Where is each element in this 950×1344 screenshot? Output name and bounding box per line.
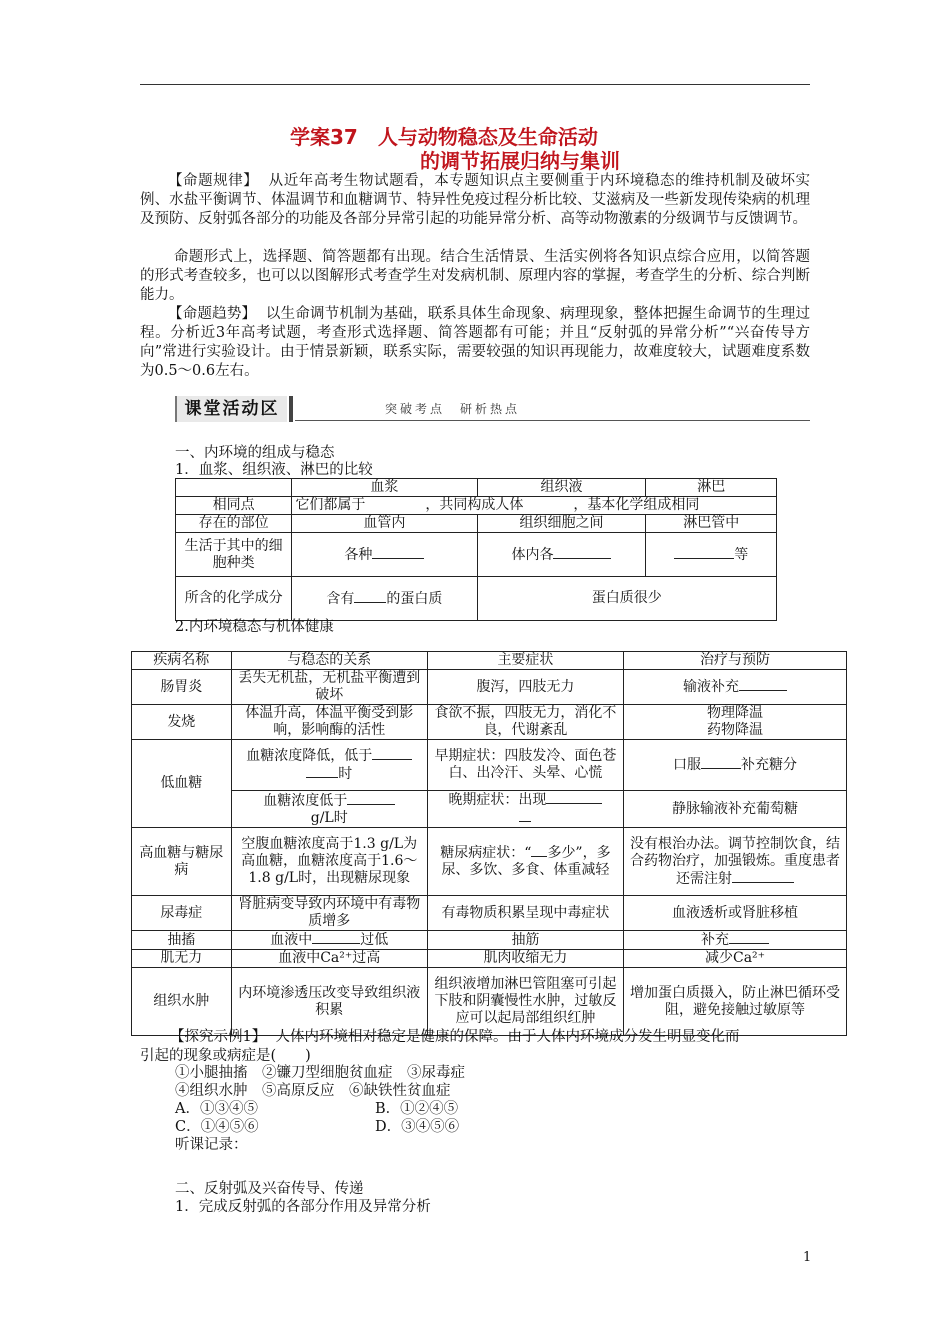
table-cell: 有毒物质积累呈现中毒症状 <box>427 896 623 931</box>
fill-text: ，基本化学组成相同 <box>573 497 700 513</box>
table-cell: 淋巴管中 <box>646 515 777 533</box>
table-cell <box>231 740 427 791</box>
table-cell: 蛋白质很少 <box>477 577 777 621</box>
blank <box>546 791 602 804</box>
blank <box>732 870 794 883</box>
table-cell <box>624 931 847 950</box>
banner-divider <box>289 396 293 422</box>
fill-text: 血糖浓度降低，低于 <box>246 748 373 764</box>
table-cell: 增加蛋白质摄入，防止淋巴循环受阻，避免接触过敏原等 <box>624 968 847 1036</box>
table-cell: 组织液增加淋巴管阻塞可引起下肢和阴囊慢性水肿，过敏反应可以起局部组织红肿 <box>427 968 623 1036</box>
table-cell: 发烧 <box>132 705 232 740</box>
table-cell: 疾病名称 <box>132 652 232 670</box>
table-cell: 血管内 <box>292 515 477 533</box>
table-cell <box>231 791 427 828</box>
blank <box>354 590 386 603</box>
fill-text: 物理降温 <box>707 705 764 721</box>
fill-text: 等 <box>734 546 749 563</box>
rule-label: 【命题规律】 <box>168 173 259 189</box>
table-cell: 主要症状 <box>427 652 623 670</box>
fill-text: 晚期症状：出现 <box>448 792 547 808</box>
fill-text: 它们都属于 <box>295 497 366 513</box>
table-row <box>132 652 847 670</box>
table-cell: 与稳态的关系 <box>231 652 427 670</box>
table-row <box>132 670 847 705</box>
fill-text: g/L时 <box>310 809 348 826</box>
fill-text: 多 <box>547 845 562 861</box>
table-cell: 存在的部位 <box>176 515 292 533</box>
example-options-1: ①小腿抽搐 ②镰刀型细胞贫血症 ③尿毒症 <box>175 1065 465 1081</box>
table-cell <box>292 533 477 577</box>
section1-sub1: 1．血浆、组织液、淋巴的比较 <box>175 462 373 478</box>
table-cell <box>624 740 847 791</box>
blank <box>701 756 741 769</box>
top-rule <box>140 84 810 85</box>
class-record: 听课记录： <box>175 1137 248 1153</box>
table-cell: 生活于其中的细胞种类 <box>176 533 292 577</box>
banner-subtitle: 突破考点 研析热点 <box>385 402 521 416</box>
fluid-comparison-table <box>175 478 777 621</box>
fill-text: 体内各 <box>511 546 554 563</box>
table-row <box>132 705 847 740</box>
title-line-1: 学案37 人与动物稳态及生命活动 <box>290 125 598 149</box>
example-label: 【探究示例1】 <box>170 1029 267 1045</box>
table-cell: 肠胃炎 <box>132 670 232 705</box>
table-cell <box>427 828 623 896</box>
page-number: 1 <box>803 1250 812 1265</box>
table-cell: 肾脏病变导致内环境中有毒物质增多 <box>231 896 427 931</box>
example-stem-text: 人体内环境相对稳定是健康的保障。由于人体内环境成分发生明显变化而 <box>275 1029 740 1045</box>
table-cell <box>427 791 623 828</box>
table-cell: 内环境渗透压改变导致组织液积累 <box>231 968 427 1036</box>
fill-text: 输液补充 <box>683 679 740 695</box>
table-cell: 治疗与预防 <box>624 652 847 670</box>
table-row <box>132 828 847 896</box>
blank <box>519 809 531 822</box>
fill-text: 过低 <box>360 932 389 948</box>
choice-c[interactable]: C．①④⑤⑥ <box>175 1119 259 1135</box>
table-row <box>132 740 847 791</box>
fill-text: 药物降温 <box>707 722 764 738</box>
table-cell: 淋巴 <box>646 479 777 497</box>
table-cell: 血液中Ca²⁺过高 <box>231 950 427 968</box>
banner-underline <box>295 420 810 421</box>
form-paragraph: 命题形式上，选择题、简答题都有出现。结合生活情景、生活实例将各知识点综合应用，以简答题的形式考查较多，也可以以图解形式考查学生对发病机制、原理内容的掌握，考查学生的分析、综合判断能力。 <box>140 249 810 303</box>
fill-text: 时 <box>338 766 353 782</box>
table-cell <box>624 828 847 896</box>
table-row <box>132 968 847 1036</box>
blank <box>531 844 547 857</box>
table-cell: 组织水肿 <box>132 968 232 1036</box>
table-cell: 肌无力 <box>132 950 232 968</box>
example-options-2: ④组织水肿 ⑤高原反应 ⑥缺铁性贫血症 <box>175 1083 451 1099</box>
table-row <box>176 515 777 533</box>
table-cell <box>624 705 847 740</box>
title-line-2: 的调节拓展归纳与集训 <box>420 149 620 173</box>
trend-text: 以生命调节机制为基础，联系具体生命现象、病理现象，整体把握生命调节的生理过程。分析近3年高考试题，考查形式选择题、简答题都有可能；并且“反射弧的异常分析”“兴奋传导方向”常进行实验设计。由于情景新颖，联系实际，需要较强的知识再现能力，故难度较大，试题难度系数为0.5～0.6左右。 <box>140 306 810 379</box>
blank <box>365 497 425 509</box>
table-cell: 相同点 <box>176 497 292 515</box>
table-cell: 低血糖 <box>132 740 232 828</box>
section2-heading: 二、反射弧及兴奋传导、传递 <box>175 1181 364 1197</box>
table-cell: 血浆 <box>292 479 477 497</box>
section-banner <box>175 396 810 422</box>
fill-text: 含有 <box>326 590 355 607</box>
blank <box>674 546 734 559</box>
table-row <box>132 791 847 828</box>
table-cell: 肌肉收缩无力 <box>427 950 623 968</box>
blank <box>523 497 573 509</box>
table-row <box>132 931 847 950</box>
table-cell: 所含的化学成分 <box>176 577 292 621</box>
section1-heading: 一、内环境的组成与稳态 <box>175 445 335 461</box>
table-cell <box>646 533 777 577</box>
fill-text: 糖尿病症状：“ <box>440 845 532 861</box>
table-cell: 抽筋 <box>427 931 623 950</box>
table-cell: 食欲不振，四肢无力，消化不良，代谢紊乱 <box>427 705 623 740</box>
table-cell <box>624 670 847 705</box>
trend-label: 【命题趋势】 <box>168 306 257 322</box>
blank <box>306 765 338 778</box>
example-stem-text-2: 引起的现象或病症是( ) <box>140 1048 311 1064</box>
fill-text: 各种 <box>344 546 373 563</box>
table-cell: 高血糖与糖尿病 <box>132 828 232 896</box>
fill-text: 没有根治办法。调节控制饮食，结合药物治疗，加强锻炼。重度患者还需注射 <box>630 835 841 887</box>
table-row <box>176 577 777 621</box>
table-row <box>176 497 777 515</box>
table-cell: 血液透析或肾脏移植 <box>624 896 847 931</box>
fill-text: 补充 <box>701 932 730 948</box>
fill-text: 补充糖分 <box>741 757 798 773</box>
table-cell: 减少Ca²⁺ <box>624 950 847 968</box>
fill-text: ，共同构成人体 <box>425 497 524 513</box>
blank <box>553 546 611 559</box>
table-row <box>132 950 847 968</box>
table-cell: 静脉输液补充葡萄糖 <box>624 791 847 828</box>
example-stem <box>140 1028 810 1066</box>
blank <box>312 931 360 944</box>
fill-text: 血液中 <box>270 932 313 948</box>
table-cell: 早期症状：四肢发冷、面色苍白、出冷汗、头晕、心慌 <box>427 740 623 791</box>
fill-text: 血糖浓度低于 <box>263 792 348 809</box>
table-cell <box>176 479 292 497</box>
blank <box>372 546 424 559</box>
trend-paragraph <box>140 305 810 381</box>
blank <box>729 931 769 944</box>
blank <box>739 678 787 691</box>
table-cell: 空腹血糖浓度高于1.3 g/L为高血糖，血糖浓度高于1.6～1.8 g/L时，出现糖尿现象 <box>231 828 427 896</box>
section1-sub2: 2.内环境稳态与机体健康 <box>175 619 334 635</box>
table-row <box>176 533 777 577</box>
choice-b[interactable]: B．①②④⑤ <box>375 1101 459 1117</box>
rule-text: 从近年高考生物试题看，本专题知识点主要侧重于内环境稳态的维持机制及破坏实例、水盐平衡调节、体温调节和血糖调节、特异性免疫过程分析比较、艾滋病及一些新发现传染病的机理及预防、反射弧各部分的功能及各部分异常引起的功能异常分析、高等动物激素的分级调节与反馈调节。 <box>140 173 811 227</box>
disease-table <box>131 651 847 1036</box>
section2-sub1: 1．完成反射弧的各部分作用及异常分析 <box>175 1199 431 1215</box>
table-cell: 腹泻，四肢无力 <box>427 670 623 705</box>
table-cell: 组织液 <box>477 479 646 497</box>
table-row <box>132 896 847 931</box>
choice-d[interactable]: D．③④⑤⑥ <box>375 1119 460 1135</box>
blank <box>372 747 412 760</box>
table-cell <box>477 533 646 577</box>
table-cell: 尿毒症 <box>132 896 232 931</box>
table-cell: 体温升高，体温平衡受到影响，影响酶的活性 <box>231 705 427 740</box>
table-cell <box>292 577 477 621</box>
rule-paragraph <box>140 172 810 229</box>
choice-a[interactable]: A．①③④⑤ <box>175 1101 258 1117</box>
banner-label: 课堂活动区 <box>175 396 287 422</box>
table-cell: 抽搐 <box>132 931 232 950</box>
blank <box>347 792 395 805</box>
table-cell: 组织细胞之间 <box>477 515 646 533</box>
table-cell <box>292 497 777 515</box>
fill-text: 口服 <box>673 757 702 773</box>
fill-text: 少”，多尿、多饮、多食、体重减轻 <box>441 845 611 878</box>
table-cell <box>231 931 427 950</box>
table-cell: 丢失无机盐，无机盐平衡遭到破坏 <box>231 670 427 705</box>
table-row <box>176 479 777 497</box>
fill-text: 的蛋白质 <box>386 590 443 607</box>
